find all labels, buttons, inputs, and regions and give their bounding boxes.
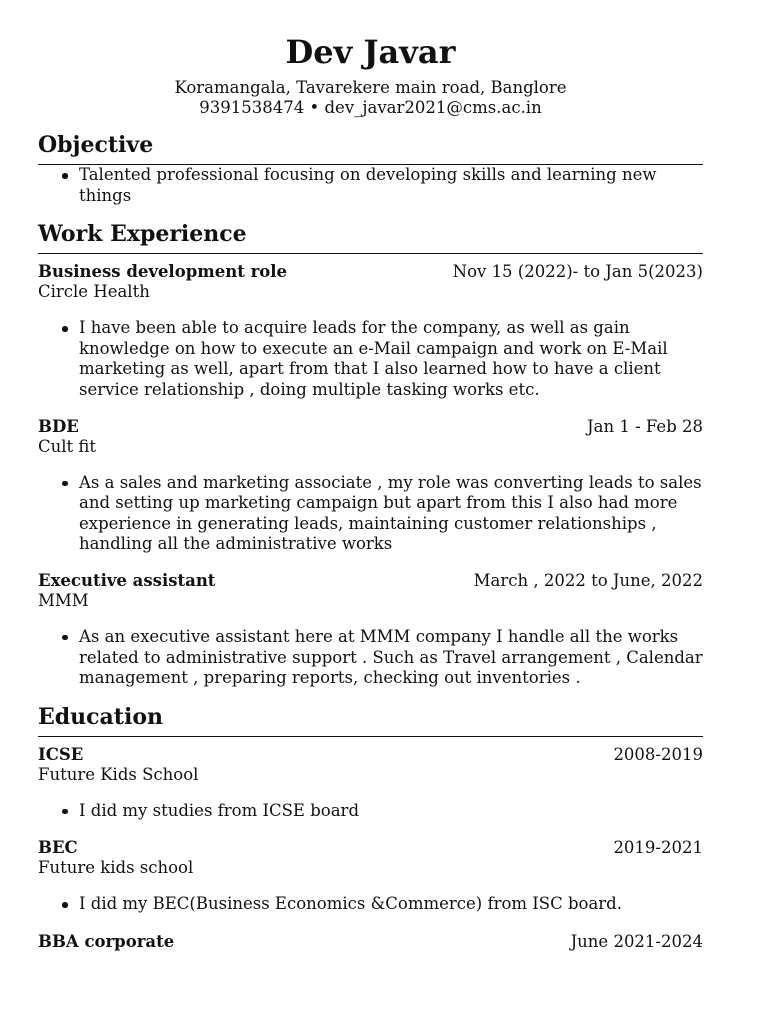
degree-title: BEC (38, 838, 78, 858)
job-bullet: I have been able to acquire leads for the company, as well as gain knowledge on how to execute an e-Mail campaign and work on E-Mail marketing as well, apart from that I also learned how to have a client service relationship , doing multiple tasking works etc. (79, 318, 703, 400)
separator-bullet: • (309, 98, 320, 117)
email-address: dev_javar2021@cms.ac.in (324, 98, 542, 117)
job-bullet: As an executive assistant here at MMM company I handle all the works related to administrative support . Such as Travel arrangement , Calendar management , preparing reports, checking out inventories . (79, 626, 703, 688)
job-dates: Jan 1 - Feb 28 (587, 416, 703, 436)
job-dates: Nov 15 (2022)- to Jan 5(2023) (452, 262, 703, 282)
education-bullets (38, 801, 703, 822)
phone-number: 9391538474 (199, 98, 305, 117)
school-name: Future Kids School (38, 764, 199, 784)
work-entry (38, 571, 703, 689)
school-name: Future kids school (38, 858, 194, 878)
objective-heading: Objective (38, 131, 703, 165)
degree-title: BBA corporate (38, 931, 175, 951)
entry-header (38, 838, 703, 858)
work-entry (38, 417, 703, 555)
job-title: Executive assistant (38, 570, 216, 590)
objective-bullet: Talented professional focusing on developing skills and learning new things (79, 165, 703, 206)
degree-title: ICSE (38, 744, 84, 764)
entry-header (38, 745, 703, 765)
education-heading: Education (38, 703, 703, 737)
education-dates: 2008-2019 (613, 744, 703, 764)
job-bullets (38, 473, 703, 555)
job-title: BDE (38, 416, 79, 436)
entry-header (38, 932, 703, 952)
entry-header (38, 571, 703, 591)
entry-header (38, 262, 703, 282)
job-title: Business development role (38, 262, 288, 282)
entry-header (38, 417, 703, 437)
education-dates: June 2021-2024 (570, 931, 703, 951)
education-bullet: I did my studies from ICSE board (79, 801, 703, 822)
education-entry (38, 838, 703, 915)
job-bullet: As a sales and marketing associate , my role was converting leads to sales and setting up marketing campaign but apart from this I also had more experience in generating leads, maintaining customer relationships , handling all the administrative works (79, 472, 702, 554)
education-bullet: I did my BEC(Business Economics &Commerce) from ISC board. (79, 894, 703, 915)
work-entry (38, 262, 703, 400)
education-bullets (38, 894, 703, 915)
company-name: Cult fit (38, 436, 97, 456)
education-entry (38, 745, 703, 822)
job-dates: March , 2022 to June, 2022 (473, 570, 703, 590)
company-name: MMM (38, 590, 89, 610)
education-dates: 2019-2021 (613, 838, 703, 858)
address: Koramangala, Tavarekere main road, Banglore (174, 78, 567, 97)
job-bullets (38, 318, 703, 400)
objective-list (38, 165, 703, 206)
company-name: Circle Health (38, 282, 150, 302)
education-entry (38, 932, 703, 952)
resume-page (38, 32, 703, 952)
job-bullets (38, 627, 703, 689)
candidate-name: Dev Javar (285, 33, 456, 71)
work-experience-heading: Work Experience (38, 220, 703, 254)
contact-info (38, 98, 703, 118)
